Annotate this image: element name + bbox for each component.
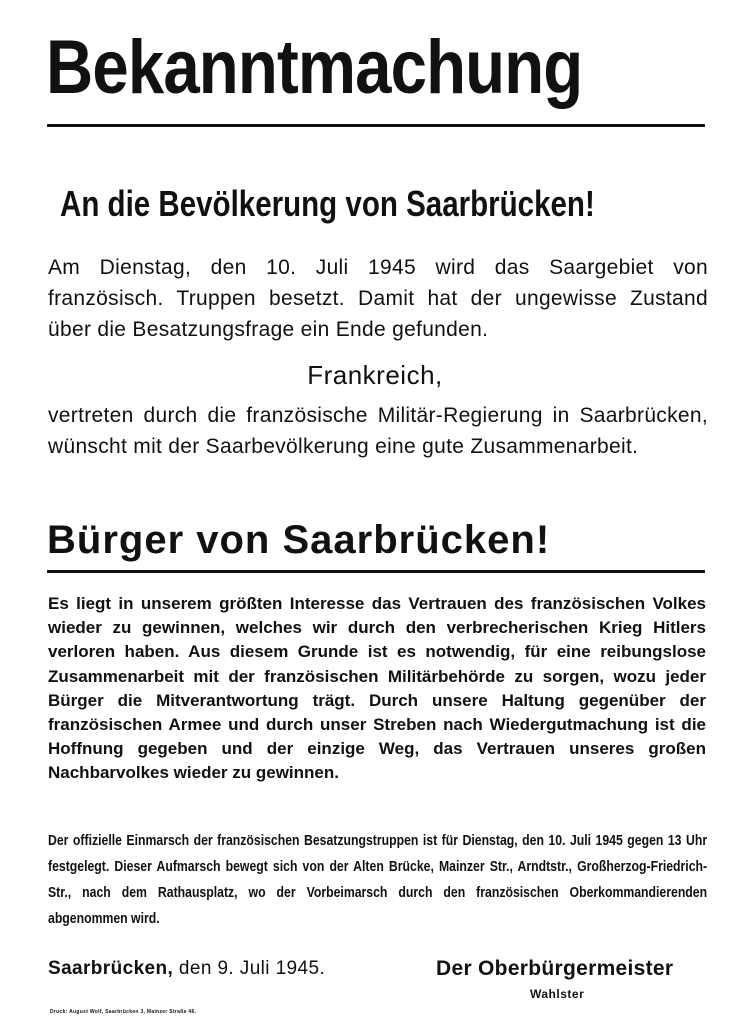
heading-underline bbox=[47, 570, 705, 573]
center-heading-frankreich: Frankreich, bbox=[307, 360, 443, 390]
signer-title: Der Oberbürgermeister bbox=[436, 957, 674, 980]
paragraph-occupation: Am Dienstag, den 10. Juli 1945 wird das Saargebiet von französisch. Truppen besetzt. Damit hat der ungewisse Zustand über die Besatzungsfrage ein Ende gefunden. bbox=[48, 256, 708, 341]
signer-name: Wahlster bbox=[530, 987, 585, 1001]
poster-title: Bekanntmachung bbox=[46, 25, 583, 110]
citizens-heading: Bürger von Saarbrücken! bbox=[47, 518, 551, 562]
paragraph-cooperation: vertreten durch die französische Militär-Regierung in Saarbrücken, wünscht mit der Saarbevölkerung eine gute Zusammenarbeit. bbox=[48, 404, 708, 458]
poster-subtitle: An die Bevölkerung von Saarbrücken! bbox=[60, 183, 595, 224]
date: den 9. Juli 1945. bbox=[178, 958, 326, 979]
printer-imprint: Druck: August Wolf, Saarbrücken 3, Mainzer Straße 46. bbox=[50, 1009, 197, 1015]
paragraph-march-schedule: Der offizielle Einmarsch der französischen Besatzungstruppen ist für Dienstag, den 10. Juli 1945 gegen 13 Uhr festgelegt. Dieser Aufmarsch bewegt sich von der Alten Brücke, Mainzer Str., Arndtstr., Großherzog-Friedrich-Str., nach dem Rathausplatz, wo der Vorbeimarsch durch den französischen Oberkommandierenden abgenommen wird. bbox=[48, 833, 708, 927]
place-and-date bbox=[48, 957, 325, 981]
place: Saarbrücken, bbox=[48, 958, 174, 979]
title-underline bbox=[47, 124, 705, 127]
paragraph-appeal: Es liegt in unserem größten Interesse das Vertrauen des französischen Volkes wieder zu gewinnen, welches wir durch den verbrecherischen Krieg Hitlers verloren haben. Aus diesem Grunde ist es notwendig, für eine reibungslose Zusammenarbeit mit der französischen Militärbehörde zu sorgen, wozu jeder Bürger die Mitverantwortung trägt. Durch unsere Haltung gegenüber der französischen Armee und durch unser Streben nach Wiedergutmachung ist die Hoffnung gegeben und der einzige Weg, das Vertrauen unseres großen Nachbarvolkes wieder zu gewinnen. bbox=[48, 594, 706, 783]
